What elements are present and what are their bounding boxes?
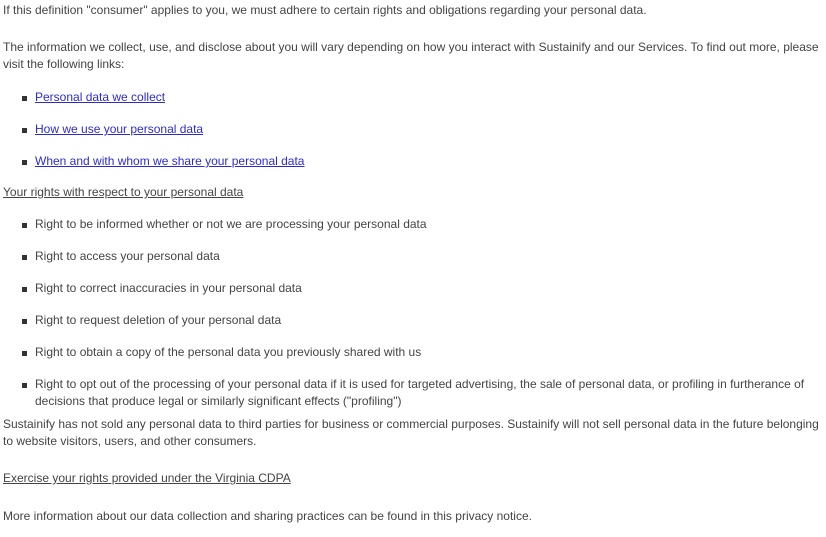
list-item bbox=[3, 344, 826, 361]
list-item bbox=[3, 248, 826, 265]
privacy-links-list bbox=[3, 89, 826, 170]
right-access-text: Right to access your personal data bbox=[35, 249, 220, 263]
list-item bbox=[3, 216, 826, 233]
bullet-icon bbox=[22, 351, 27, 356]
privacy-notice-section bbox=[3, 2, 826, 525]
bullet-icon bbox=[22, 160, 27, 165]
bullet-icon bbox=[22, 128, 27, 133]
list-item bbox=[3, 376, 826, 410]
right-correct-text: Right to correct inaccuracies in your personal data bbox=[35, 281, 302, 295]
rights-list bbox=[3, 216, 826, 410]
info-collection-text: The information we collect, use, and disclose about you will vary depending on how you interact with Sustainify and our Services. To find out more, please visit the following links: bbox=[3, 40, 819, 71]
rights-heading: Your rights with respect to your personal data bbox=[3, 185, 244, 199]
right-copy-text: Right to obtain a copy of the personal data you previously shared with us bbox=[35, 345, 422, 359]
bullet-icon bbox=[22, 255, 27, 260]
list-item bbox=[3, 121, 826, 138]
consumer-definition-text: If this definition "consumer" applies to you, we must adhere to certain rights and obligations regarding your personal data. bbox=[3, 3, 647, 17]
right-deletion-text: Right to request deletion of your personal data bbox=[35, 313, 282, 327]
list-item bbox=[3, 153, 826, 170]
right-informed-text: Right to be informed whether or not we are processing your personal data bbox=[35, 217, 427, 231]
exercise-rights-link[interactable]: Exercise your rights provided under the Virginia CDPA bbox=[3, 471, 291, 485]
bullet-icon bbox=[22, 223, 27, 228]
bullet-icon bbox=[22, 96, 27, 101]
bullet-icon bbox=[22, 287, 27, 292]
list-item bbox=[3, 89, 826, 106]
bullet-icon bbox=[22, 319, 27, 324]
bullet-icon bbox=[22, 383, 27, 388]
right-opt-out-text: Right to opt out of the processing of your personal data if it is used for targeted advertising, the sale of personal data, or profiling in furtherance of decisions that produce legal or similarly significant effects ("profiling") bbox=[35, 377, 805, 408]
more-info-text: More information about our data collection and sharing practices can be found in this privacy notice. bbox=[3, 509, 532, 523]
when-we-share-link[interactable]: When and with whom we share your personal data bbox=[35, 154, 305, 168]
how-we-use-link[interactable]: How we use your personal data bbox=[35, 122, 204, 136]
list-item bbox=[3, 280, 826, 297]
list-item bbox=[3, 312, 826, 329]
no-sale-text: Sustainify has not sold any personal data to third parties for business or commercial purposes. Sustainify will not sell personal data in the future belonging to website visitors, users, and other consumers. bbox=[3, 417, 819, 448]
personal-data-collect-link[interactable]: Personal data we collect bbox=[35, 90, 166, 104]
